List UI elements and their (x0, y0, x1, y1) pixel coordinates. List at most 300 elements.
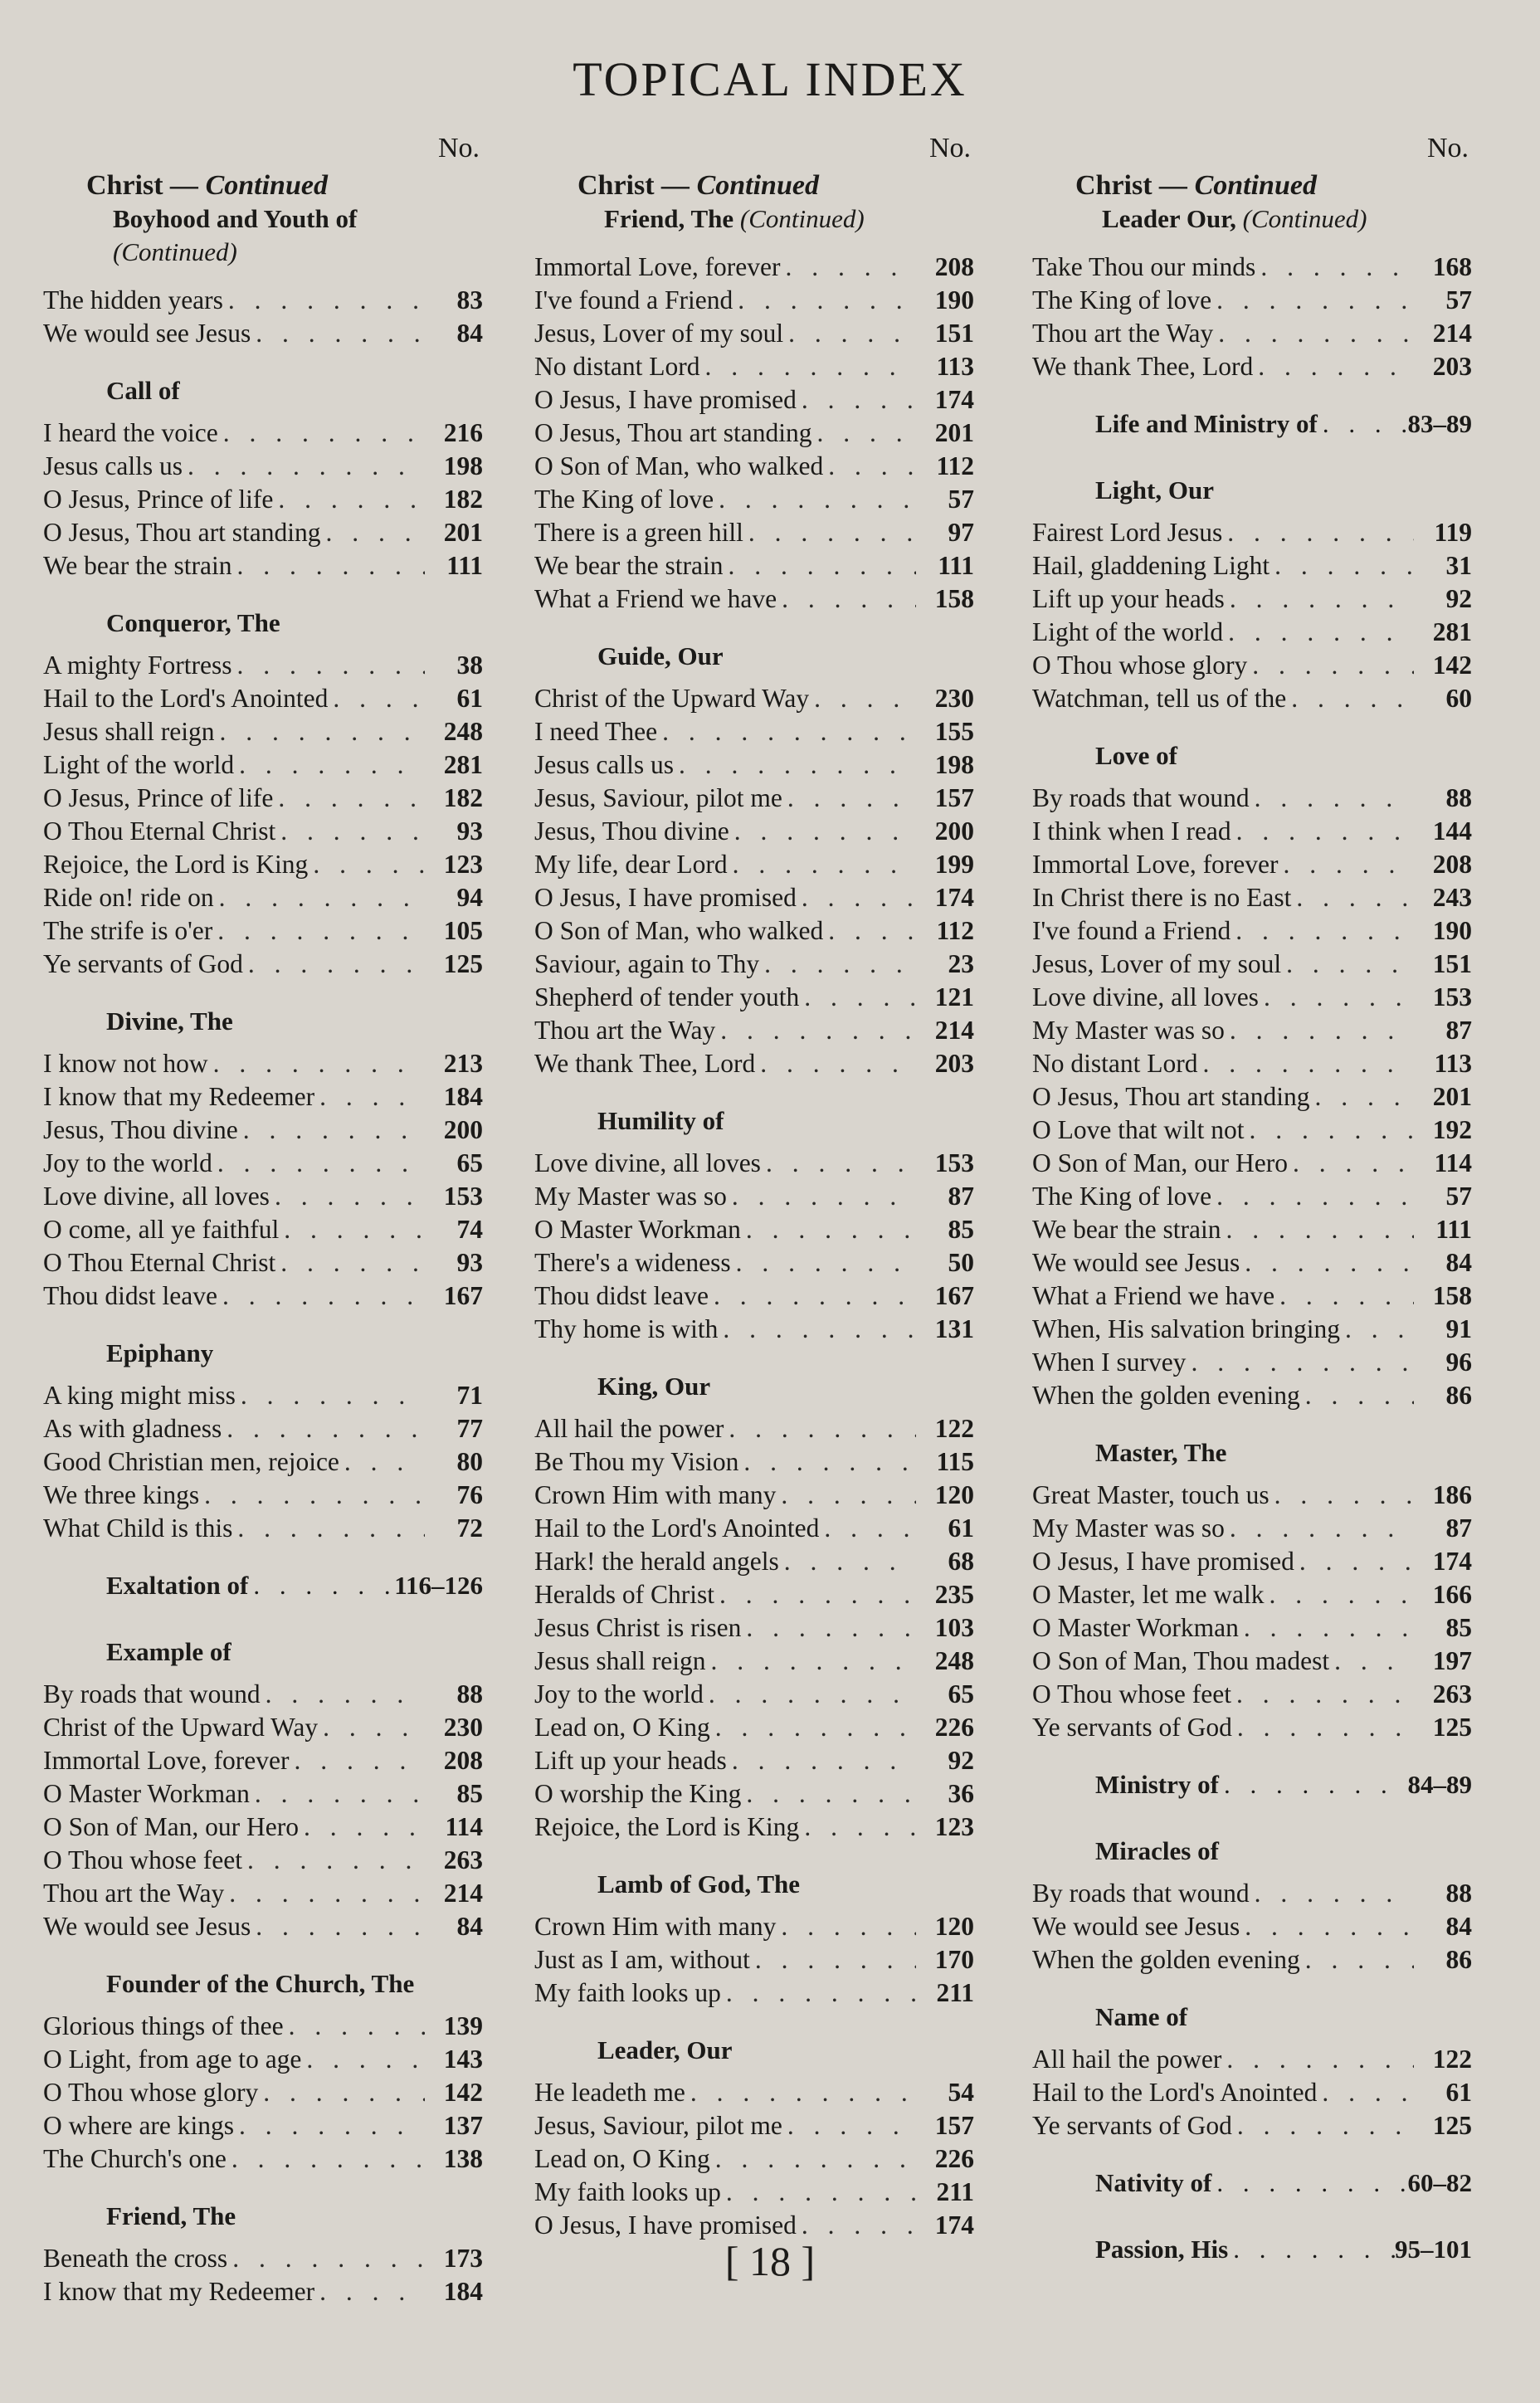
hymn-number: 65 (948, 1679, 974, 1708)
dot-leader (727, 1180, 916, 1213)
dot-leader (1310, 1080, 1414, 1114)
dot-leader (1259, 981, 1414, 1014)
index-section (43, 365, 483, 582)
index-section (1032, 1991, 1472, 2142)
hymn-title: Immortal Love, forever (1032, 850, 1279, 879)
index-entry (1032, 1080, 1472, 1114)
hymn-number: 31 (1445, 551, 1472, 580)
hymn-number: 54 (948, 2078, 974, 2107)
hymn-title: No distant Lord (534, 352, 700, 381)
hymn-number: 211 (936, 2177, 974, 2206)
index-entry (534, 1611, 974, 1645)
hymn-number: 184 (443, 2277, 483, 2306)
hymn-title: O Jesus, Prince of life (43, 783, 274, 812)
index-entry (1032, 1313, 1472, 1346)
dot-leader (799, 1811, 916, 1844)
hymn-title: O worship the King (534, 1779, 742, 1808)
index-entry (43, 1877, 483, 1910)
dot-leader (731, 1246, 916, 1279)
index-entry (1032, 2043, 1472, 2076)
topic-heading-continued: — Continued (661, 170, 819, 201)
hymn-number: 248 (934, 1646, 974, 1675)
index-entry (1032, 848, 1472, 881)
dot-leader (729, 815, 916, 848)
hymn-number: 92 (948, 1746, 974, 1775)
index-entry (43, 1811, 483, 1844)
index-entry (43, 1213, 483, 1246)
hymn-number: 94 (456, 883, 483, 912)
index-section (1032, 1759, 1472, 1811)
hymn-number: 112 (936, 451, 974, 480)
dot-leader (783, 317, 916, 350)
hymn-title: No distant Lord (1032, 1049, 1198, 1078)
hymn-title: He leadeth me (534, 2078, 685, 2107)
dot-leader (275, 1246, 425, 1279)
hymn-title: O Light, from age to age (43, 2045, 302, 2074)
dot-leader (743, 516, 916, 549)
index-entry (534, 251, 974, 284)
hymn-number: 167 (934, 1281, 974, 1310)
section-title: Life and Ministry of (1095, 409, 1318, 438)
hymn-title: Ye servants of God (1032, 1713, 1232, 1742)
hymn-number: 173 (443, 2244, 483, 2273)
hymn-title: Heralds of Christ (534, 1580, 714, 1609)
hymn-number: 111 (1435, 1215, 1472, 1244)
index-entry (1032, 1545, 1472, 1578)
hymn-title: A mighty Fortress (43, 651, 232, 680)
hymn-title: Thy home is with (534, 1314, 719, 1343)
hymn-title: Jesus, Thou divine (534, 816, 729, 846)
dot-leader (1329, 1645, 1414, 1678)
hymn-title: Watchman, tell us of the (1032, 684, 1287, 713)
hymn-number: 85 (948, 1215, 974, 1244)
index-entry (534, 2076, 974, 2109)
hymn-number: 123 (443, 850, 483, 879)
section-title: Nativity of (1095, 2168, 1212, 2197)
index-entry (1032, 981, 1472, 1014)
index-section (43, 1958, 483, 2176)
index-entry (1032, 1645, 1472, 1678)
index-entry (43, 284, 483, 317)
index-entry (1032, 284, 1472, 317)
hymn-number: 157 (934, 783, 974, 812)
hymn-number: 167 (443, 1281, 483, 1310)
hymn-number: 36 (948, 1779, 974, 1808)
index-entry (1032, 1877, 1472, 1910)
hymn-number: 50 (948, 1248, 974, 1277)
hymn-title: My life, dear Lord (534, 850, 728, 879)
hymn-number: 85 (456, 1779, 483, 1808)
hymn-number: 84 (456, 319, 483, 348)
index-entry (1032, 1711, 1472, 1744)
hymn-number: 200 (443, 1115, 483, 1144)
hymn-title: There's a wideness (534, 1248, 731, 1277)
hymn-number: 113 (1434, 1049, 1472, 1078)
section-range-heading (43, 1560, 483, 1611)
index-section (1032, 730, 1472, 1412)
dot-leader (727, 1744, 916, 1777)
hymn-number: 84 (1445, 1248, 1472, 1277)
index-section (43, 996, 483, 1313)
hymn-title: O Thou whose feet (1032, 1679, 1231, 1708)
hymn-title: O Thou whose feet (43, 1845, 242, 1874)
dot-leader (782, 782, 916, 815)
index-entry (43, 1047, 483, 1080)
hymn-title: My Master was so (1032, 1513, 1225, 1543)
index-entry (534, 981, 974, 1014)
index-entry (43, 1777, 483, 1811)
hymn-number: 120 (934, 1480, 974, 1509)
index-entry (1032, 616, 1472, 649)
dot-leader (308, 848, 425, 881)
topic-heading-continued: — Continued (1159, 170, 1317, 201)
hymn-title: Jesus, Saviour, pilot me (534, 2111, 782, 2140)
hymn-number: 76 (456, 1480, 483, 1509)
hymn-number: 85 (1445, 1613, 1472, 1642)
subtopic-heading-title: Leader Our, (1102, 204, 1236, 233)
index-entry (1032, 1014, 1472, 1047)
index-entry (43, 848, 483, 881)
dot-leader (314, 1080, 425, 1114)
index-entry (1032, 2109, 1472, 2142)
index-section (534, 1095, 974, 1346)
hymn-title: We thank Thee, Lord (1032, 352, 1254, 381)
index-entry (534, 1313, 974, 1346)
section-title: Passion, His (1095, 2235, 1229, 2264)
index-entry (43, 1279, 483, 1313)
dot-leader (212, 914, 425, 948)
hymn-number: 226 (934, 1713, 974, 1742)
dot-leader (741, 1611, 916, 1645)
section-title: Example of (106, 1637, 231, 1666)
hymn-title: Jesus, Saviour, pilot me (534, 783, 782, 812)
hymn-number: 144 (1432, 816, 1472, 846)
index-section (1032, 1427, 1472, 1744)
hymn-title: Jesus calls us (43, 451, 183, 480)
hymn-number: 57 (1445, 1182, 1472, 1211)
hymn-number: 263 (1432, 1679, 1472, 1708)
index-entry (534, 516, 974, 549)
hymn-number: 198 (443, 451, 483, 480)
hymn-title: O Jesus, Thou art standing (534, 418, 812, 447)
index-entry (43, 317, 483, 350)
hymn-number: 93 (456, 1248, 483, 1277)
hymn-number: 201 (1432, 1082, 1472, 1111)
hymn-number: 120 (934, 1912, 974, 1941)
index-entry (1032, 549, 1472, 582)
section-range-heading (1032, 398, 1472, 450)
hymn-title: We would see Jesus (1032, 1912, 1240, 1941)
index-entry (534, 2176, 974, 2209)
dot-leader (1255, 251, 1414, 284)
dot-leader (1265, 1578, 1414, 1611)
index-entry (534, 483, 974, 516)
index-entry (1032, 948, 1472, 981)
dot-leader (231, 549, 425, 582)
hymn-title: By roads that wound (43, 1679, 261, 1708)
index-entry (534, 450, 974, 483)
dot-leader (723, 549, 916, 582)
hymn-number: 158 (1432, 1281, 1472, 1310)
index-entry (534, 1445, 974, 1479)
dot-leader (709, 1279, 916, 1313)
hymn-number: 230 (934, 684, 974, 713)
hymn-number: 213 (443, 1049, 483, 1078)
hymn-title: Immortal Love, forever (43, 1746, 290, 1775)
hymn-title: What a Friend we have (534, 584, 777, 613)
hymn-number: 153 (934, 1148, 974, 1177)
hymn-number: 157 (934, 2111, 974, 2140)
index-entry (534, 1180, 974, 1213)
hymn-number: 230 (443, 1713, 483, 1742)
index-entry (43, 2076, 483, 2109)
hymn-number: 214 (443, 1879, 483, 1908)
section-title: Ministry of (1095, 1770, 1219, 1799)
index-entry (534, 1811, 974, 1844)
hymn-title: O Master Workman (43, 1779, 250, 1808)
dot-leader (183, 450, 425, 483)
hymn-title: A king might miss (43, 1381, 236, 1410)
topic-heading-continued: — Continued (170, 170, 328, 201)
dot-leader (1274, 1279, 1414, 1313)
hymn-number: 93 (456, 816, 483, 846)
dot-leader (1240, 1910, 1414, 1943)
hymn-title: Beneath the cross (43, 2244, 228, 2273)
hymn-number: 123 (934, 1812, 974, 1841)
dot-leader (715, 1014, 916, 1047)
index-entry (1032, 516, 1472, 549)
index-entry (43, 549, 483, 582)
dot-leader (733, 284, 916, 317)
topic-heading-title: Christ (1075, 170, 1153, 201)
section-title: Friend, The (106, 2201, 236, 2230)
index-entry (1032, 815, 1472, 848)
index-entry (1032, 1910, 1472, 1943)
dot-leader (714, 1578, 916, 1611)
subtopic-heading (43, 202, 483, 269)
dot-leader (238, 1114, 425, 1147)
section-title: Lamb of God, The (597, 1869, 801, 1899)
dot-leader (1294, 1545, 1414, 1578)
hymn-title: O Jesus, I have promised (534, 385, 797, 414)
section-range-heading (1032, 2157, 1472, 2209)
index-entry (534, 1645, 974, 1678)
hymn-number: 122 (1432, 2045, 1472, 2074)
index-section (1032, 1825, 1472, 1977)
dot-leader (776, 1479, 916, 1512)
hymn-title: Jesus calls us (534, 750, 674, 779)
index-entry (43, 1844, 483, 1877)
hymn-number: 198 (934, 750, 974, 779)
hymn-number: 214 (1432, 319, 1472, 348)
dot-leader (755, 1047, 916, 1080)
section-title: Miracles of (1095, 1836, 1219, 1865)
index-entry (1032, 251, 1472, 284)
index-entry (43, 748, 483, 782)
dot-leader (1231, 914, 1414, 948)
dot-leader (321, 516, 425, 549)
hymn-title: O Jesus, Thou art standing (1032, 1082, 1310, 1111)
hymn-title: Great Master, touch us (1032, 1480, 1270, 1509)
hymn-number: 184 (443, 1082, 483, 1111)
hymn-number: 174 (934, 385, 974, 414)
dot-leader (1223, 616, 1414, 649)
hymn-title: We bear the strain (1032, 1215, 1221, 1244)
hymn-title: I know not how (43, 1049, 208, 1078)
number-column-label: No. (1426, 133, 1469, 163)
dot-leader (741, 1213, 916, 1246)
index-entry (534, 284, 974, 317)
hymn-number: 65 (456, 1148, 483, 1177)
subtopic-heading-title: Friend, The (604, 204, 734, 233)
dot-leader (1244, 1114, 1414, 1147)
hymn-title: Thou didst leave (43, 1281, 217, 1310)
hymn-title: As with gladness (43, 1414, 222, 1443)
hymn-title: Joy to the world (534, 1679, 704, 1708)
index-entry (534, 1213, 974, 1246)
hymn-title: When, His salvation bringing (1032, 1314, 1340, 1343)
hymn-title: Glorious things of thee (43, 2011, 284, 2040)
index-entry (43, 2142, 483, 2176)
dot-leader (270, 1180, 425, 1213)
hymn-title: Lead on, O King (534, 1713, 710, 1742)
section-title: Guide, Our (597, 641, 724, 670)
hymn-number-range: 60–82 (1407, 2168, 1472, 2197)
dot-leader (1300, 1379, 1414, 1412)
dot-leader (1232, 2109, 1414, 2142)
hymn-number: 138 (443, 2144, 483, 2173)
hymn-title: O Master, let me walk (1032, 1580, 1265, 1609)
index-entry (534, 1545, 974, 1578)
hymn-number: 216 (443, 418, 483, 447)
hymn-number: 87 (1445, 1016, 1472, 1045)
hymn-number: 155 (934, 717, 974, 746)
section-title: Name of (1095, 2002, 1188, 2031)
hymn-title: Be Thou my Vision (534, 1447, 739, 1476)
dot-leader (275, 815, 425, 848)
index-entry (43, 1678, 483, 1711)
dot-leader (199, 1479, 425, 1512)
index-entry (534, 1711, 974, 1744)
hymn-number: 201 (934, 418, 974, 447)
hymn-number: 125 (1432, 2111, 1472, 2140)
dot-leader (776, 1910, 916, 1943)
hymn-number: 170 (934, 1945, 974, 1974)
hymn-number: 86 (1445, 1945, 1472, 1974)
index-entry (1032, 1147, 1472, 1180)
hymn-number-range: 95–101 (1395, 2235, 1472, 2264)
hymn-title: We would see Jesus (43, 1912, 251, 1941)
index-entry (534, 1512, 974, 1545)
dot-leader (318, 1711, 425, 1744)
hymn-number: 114 (445, 1812, 483, 1841)
hymn-title: O Son of Man, who walked (534, 451, 824, 480)
index-entry (534, 582, 974, 616)
hymn-number: 68 (948, 1547, 974, 1576)
dot-leader (657, 715, 916, 748)
topic-heading (1032, 169, 1472, 202)
number-column-label: No. (437, 133, 480, 163)
hymn-number: 190 (934, 285, 974, 314)
hymn-number: 174 (934, 2210, 974, 2240)
index-entry (1032, 317, 1472, 350)
hymn-title: O Jesus, I have promised (534, 883, 797, 912)
dot-leader (248, 1560, 394, 1611)
dot-leader (290, 1744, 426, 1777)
section-title: Humility of (597, 1106, 724, 1135)
index-section (43, 1560, 483, 1611)
index-section (1032, 251, 1472, 383)
hymn-title: I need Thee (534, 717, 658, 746)
index-section (43, 1328, 483, 1545)
hymn-title: We thank Thee, Lord (534, 1049, 756, 1078)
dot-leader (273, 483, 425, 516)
dot-leader (674, 748, 916, 782)
hymn-number: 74 (456, 1215, 483, 1244)
dot-leader (1213, 317, 1414, 350)
hymn-title: I've found a Friend (1032, 916, 1231, 945)
hymn-title: Rejoice, the Lord is King (534, 1812, 800, 1841)
hymn-number: 203 (1432, 352, 1472, 381)
hymn-title: Ride on! ride on (43, 883, 214, 912)
index-section (534, 251, 974, 616)
hymn-title: Thou didst leave (534, 1281, 709, 1310)
hymn-number: 111 (446, 551, 483, 580)
dot-leader (1197, 1047, 1414, 1080)
hymn-title: Shepherd of tender youth (534, 982, 800, 1011)
hymn-title: We bear the strain (534, 551, 724, 580)
index-column-3 (1032, 133, 1472, 2275)
dot-leader (251, 317, 425, 350)
dot-leader (1221, 1213, 1414, 1246)
index-entry (1032, 1512, 1472, 1545)
hymn-number: 174 (934, 883, 974, 912)
dot-leader (250, 1777, 425, 1811)
hymn-number: 168 (1432, 252, 1472, 281)
index-entry (534, 1246, 974, 1279)
hymn-number: 105 (443, 916, 483, 945)
dot-leader (721, 2176, 916, 2209)
hymn-number: 80 (456, 1447, 483, 1476)
hymn-title: When the golden evening (1032, 1945, 1300, 1974)
dot-leader (242, 1844, 425, 1877)
hymn-number: 142 (443, 2078, 483, 2107)
topic-heading-title: Christ (86, 170, 163, 201)
index-entry (534, 350, 974, 383)
index-section (1032, 398, 1472, 450)
dot-leader (1225, 582, 1414, 616)
hymn-number: 87 (1445, 1513, 1472, 1543)
hymn-number: 186 (1432, 1480, 1472, 1509)
dot-leader (1317, 2076, 1414, 2109)
dot-leader (1211, 2157, 1407, 2209)
hymn-title: O Master Workman (534, 1215, 741, 1244)
dot-leader (1253, 350, 1414, 383)
index-entry (1032, 1678, 1472, 1711)
hymn-number: 182 (443, 485, 483, 514)
hymn-number: 182 (443, 783, 483, 812)
index-entry (1032, 1279, 1472, 1313)
index-entry (534, 1744, 974, 1777)
hymn-number: 199 (934, 850, 974, 879)
dot-leader (1211, 1180, 1414, 1213)
hymn-title: The Church's one (43, 2144, 227, 2173)
index-entry (534, 383, 974, 417)
dot-leader (1219, 1759, 1408, 1811)
hymn-title: All hail the power (1032, 2045, 1222, 2074)
section-title: Founder of the Church, The (106, 1969, 415, 1998)
hymn-title: Fairest Lord Jesus (1032, 518, 1223, 547)
